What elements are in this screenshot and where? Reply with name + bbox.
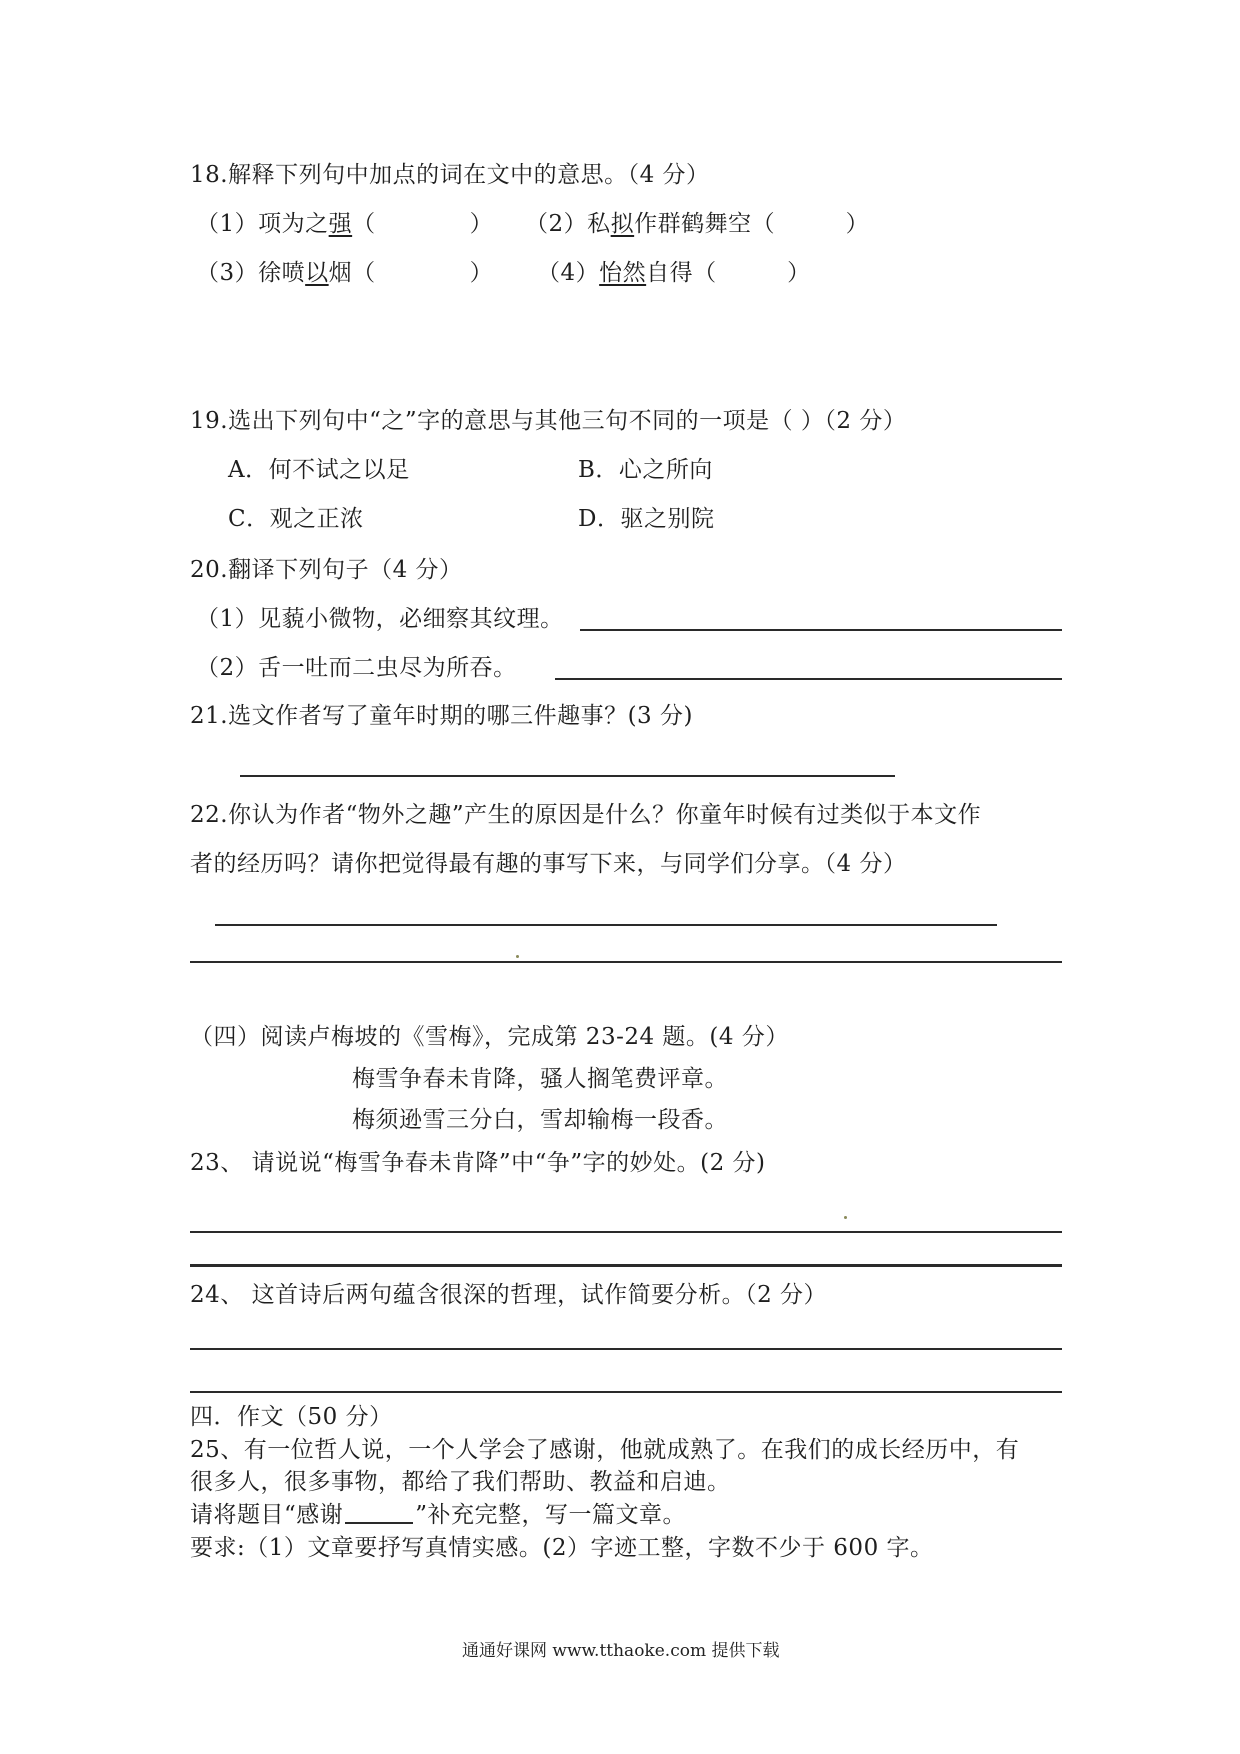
- q23-stem: 23、 请说说“梅雪争春未肯降”中“争”字的妙处。(2 分): [190, 1150, 766, 1176]
- poem-line-2: 梅须逊雪三分白，雪却输梅一段香。: [352, 1107, 728, 1133]
- q23-answer-line-2: [190, 1264, 1062, 1267]
- q20-answer-line-1: [580, 629, 1062, 631]
- q18-item-1-pre: （1）项为之: [196, 211, 329, 237]
- q19-option-b: B．心之所向: [578, 457, 713, 483]
- q20-stem: 20.翻译下列句子（4 分）: [190, 557, 463, 583]
- scan-speck: [844, 1216, 847, 1219]
- q21-stem: 21.选文作者写了童年时期的哪三件趣事？(3 分): [190, 703, 693, 729]
- q19-option-a: A．何不试之以足: [228, 457, 410, 483]
- poem-line-1: 梅雪争春未肯降，骚人搁笔费评章。: [352, 1066, 728, 1092]
- q22-line-1: 22.你认为作者“物外之趣”产生的原因是什么？你童年时候有过类似于本文作: [190, 802, 982, 828]
- q18-item-1: [196, 209, 493, 239]
- essay-title-post: ”补充完整，写一篇文章。: [415, 1502, 687, 1528]
- q18-item-2: [525, 209, 869, 239]
- q18-item-4-post: 自得（ ）: [646, 260, 811, 286]
- q23-answer-line-1: [190, 1231, 1062, 1233]
- essay-title-instruction: [190, 1500, 686, 1530]
- q20-sentence-1: （1）见藐小微物，必细察其纹理。: [196, 606, 564, 632]
- q19-option-d: D．驱之别院: [578, 506, 715, 532]
- q18-item-1-post: （ ）: [352, 211, 494, 237]
- q18-item-1-keyword: 强: [328, 211, 353, 237]
- q18-item-3-post: 烟（ ）: [328, 260, 494, 286]
- essay-requirements: 要求:（1）文章要抒写真情实感。(2）字迹工整，字数不少于 600 字。: [190, 1535, 934, 1561]
- q19-stem: 19.选出下列句中“之”字的意思与其他三句不同的一项是（ ）（2 分）: [190, 408, 907, 434]
- q20-answer-line-2: [555, 678, 1062, 680]
- q18-item-2-post: 作群鹤舞空（ ）: [634, 211, 870, 237]
- q18-item-3-pre: （3）徐喷: [196, 260, 306, 286]
- essay-heading: 四．作文（50 分）: [190, 1404, 393, 1430]
- q22-answer-line-1: [215, 924, 997, 926]
- q24-stem: 24、 这首诗后两句蕴含很深的哲理，试作简要分析。（2 分）: [190, 1282, 828, 1308]
- q22-answer-line-2: [190, 961, 1062, 963]
- essay-title-blank: [345, 1500, 413, 1524]
- q18-item-4: [537, 258, 811, 288]
- q22-line-2: 者的经历吗？请你把觉得最有趣的事写下来，与同学们分享。（4 分）: [190, 851, 907, 877]
- scan-speck: [516, 955, 519, 958]
- q18-item-2-pre: （2）私: [525, 211, 611, 237]
- essay-prompt-line-1: 25、有一位哲人说，一个人学会了感谢，他就成熟了。在我们的成长经历中，有: [190, 1437, 1020, 1463]
- q18-item-4-keyword: 怡然: [599, 260, 647, 286]
- q21-answer-line: [240, 775, 895, 777]
- q20-sentence-2: （2）舌一吐而二虫尽为所吞。: [196, 655, 517, 681]
- essay-title-pre: 请将题目“感谢: [190, 1502, 344, 1528]
- q24-answer-line-1: [190, 1348, 1062, 1350]
- q24-answer-line-2: [190, 1391, 1062, 1393]
- q18-stem: 18.解释下列句中加点的词在文中的意思。（4 分）: [190, 162, 710, 188]
- section-4-heading: （四）阅读卢梅坡的《雪梅》，完成第 23-24 题。(4 分）: [190, 1024, 789, 1050]
- footer-download-note: 通通好课网 www.tthaoke.com 提供下载: [462, 1641, 780, 1661]
- essay-prompt-line-2: 很多人，很多事物，都给了我们帮助、教益和启迪。: [190, 1469, 731, 1495]
- q18-item-3: [196, 258, 493, 288]
- q18-item-3-keyword: 以: [305, 260, 329, 286]
- q18-item-2-keyword: 拟: [610, 211, 635, 237]
- q19-option-c: C．观之正浓: [228, 506, 364, 532]
- q18-item-4-pre: （4）: [537, 260, 600, 286]
